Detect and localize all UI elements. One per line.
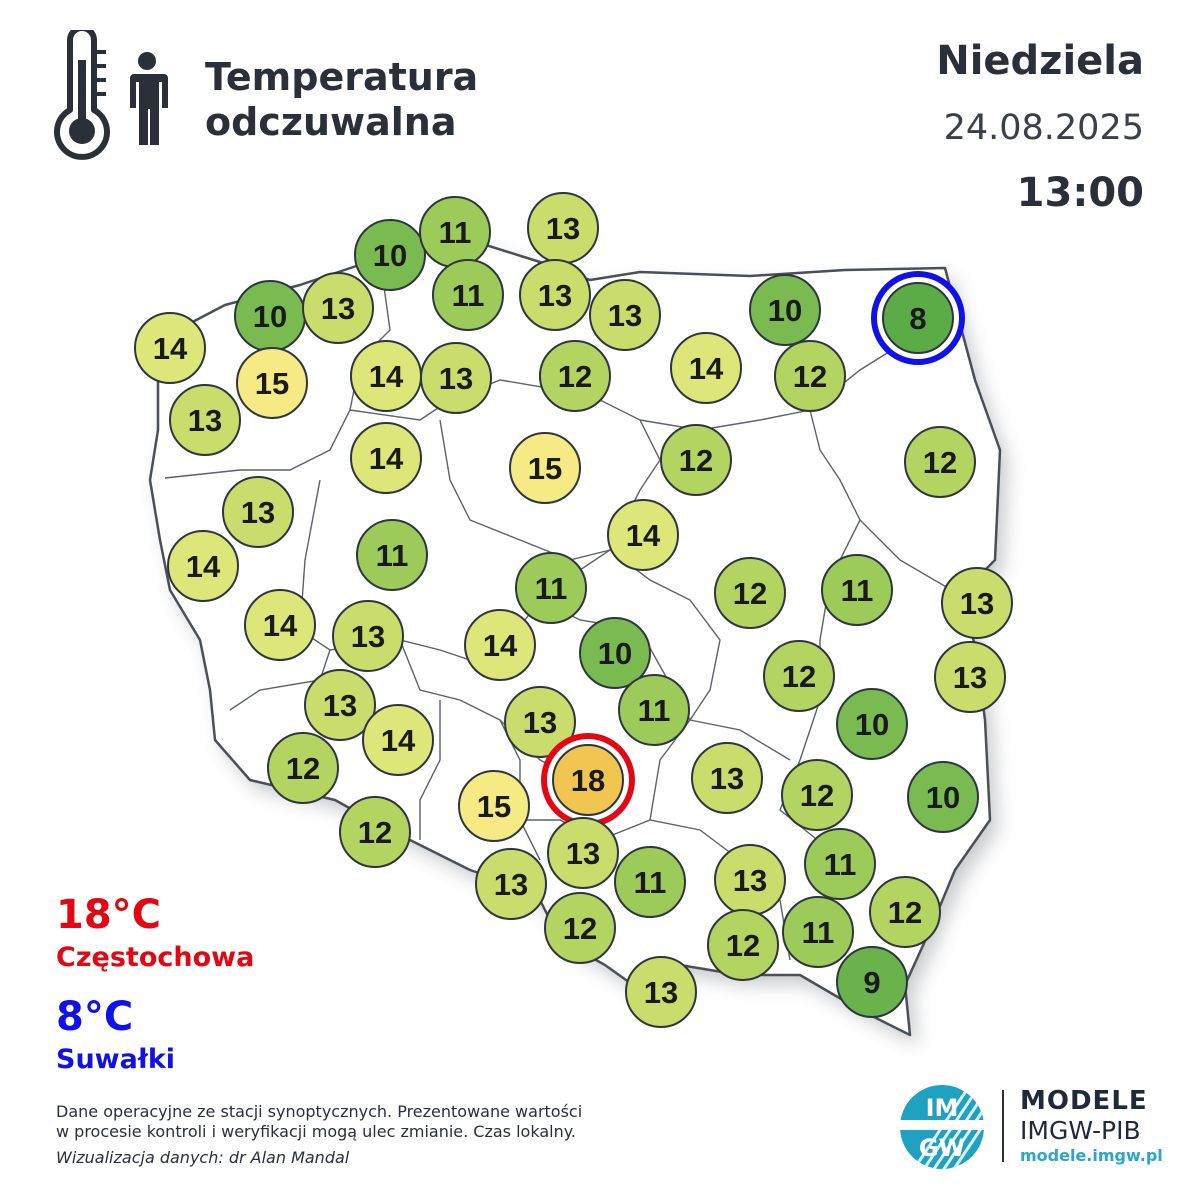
station-marker <box>355 220 425 290</box>
station-value: 10 <box>767 293 803 328</box>
station-value: 12 <box>557 359 593 394</box>
station-marker <box>235 281 305 351</box>
station-value: 10 <box>372 238 408 273</box>
logo-text-top: IM <box>925 1094 959 1122</box>
station-marker <box>510 433 580 503</box>
station-marker <box>942 568 1012 638</box>
brand-modele: MODELE <box>1020 1086 1148 1116</box>
map-title-line2: odczuwalna <box>205 100 457 144</box>
station-marker <box>357 520 427 590</box>
station-value: 12 <box>678 443 714 478</box>
station-value: 13 <box>240 495 276 530</box>
station-marker <box>135 313 205 383</box>
disclaimer-line2: w procesie kontroli i weryfikacji mogą ulec zmianie. Czas lokalny. <box>56 1122 576 1141</box>
station-marker <box>619 675 689 745</box>
time-label: 13:00 <box>1016 170 1144 216</box>
station-marker <box>837 947 907 1017</box>
station-value: 11 <box>801 915 835 950</box>
station-value: 13 <box>537 278 573 313</box>
station-marker <box>548 818 618 888</box>
station-value: 15 <box>254 366 290 401</box>
station-marker <box>544 736 632 824</box>
brand-url[interactable]: modele.imgw.pl <box>1020 1146 1163 1165</box>
station-value: 12 <box>792 359 828 394</box>
station-value: 15 <box>476 789 512 824</box>
station-marker <box>715 845 785 915</box>
station-value: 8 <box>909 301 927 336</box>
station-marker <box>783 897 853 967</box>
station-marker <box>870 877 940 947</box>
station-value: 14 <box>185 549 221 584</box>
station-value: 13 <box>350 619 386 654</box>
station-value: 12 <box>922 445 958 480</box>
station-value: 13 <box>493 867 529 902</box>
station-marker <box>170 385 240 455</box>
station-marker <box>223 477 293 547</box>
station-marker <box>465 610 535 680</box>
station-value: 14 <box>368 359 404 394</box>
station-value: 11 <box>438 215 472 250</box>
station-value: 11 <box>840 573 874 608</box>
station-marker <box>715 558 785 628</box>
station-marker <box>363 705 433 775</box>
station-value: 10 <box>854 707 890 742</box>
station-marker <box>520 260 590 330</box>
min-temperature-station: Suwałki <box>56 1044 176 1075</box>
station-value: 13 <box>187 403 223 438</box>
station-marker <box>805 829 875 899</box>
station-value: 13 <box>522 705 558 740</box>
station-value: 12 <box>781 659 817 694</box>
station-value: 12 <box>799 778 835 813</box>
station-value: 13 <box>438 361 474 396</box>
station-marker <box>782 760 852 830</box>
station-marker <box>433 260 503 330</box>
day-of-week: Niedziela <box>936 38 1144 84</box>
station-value: 10 <box>925 780 961 815</box>
min-temperature-value: 8°C <box>56 994 134 1040</box>
logo-divider <box>1002 1090 1004 1162</box>
station-value: 14 <box>262 608 298 643</box>
station-value: 13 <box>320 291 356 326</box>
station-marker <box>476 849 546 919</box>
station-marker <box>874 274 962 362</box>
station-marker <box>303 273 373 343</box>
station-value: 14 <box>688 351 724 386</box>
logo-text-bottom: GW <box>918 1134 966 1162</box>
station-marker <box>750 275 820 345</box>
station-value: 11 <box>534 571 568 606</box>
station-value: 18 <box>570 763 606 798</box>
station-value: 15 <box>527 451 563 486</box>
station-value: 13 <box>545 211 581 246</box>
station-value: 13 <box>732 863 768 898</box>
station-marker <box>615 847 685 917</box>
station-marker <box>905 427 975 497</box>
max-temperature-station: Częstochowa <box>56 942 255 973</box>
station-value: 9 <box>863 965 881 1000</box>
station-marker <box>671 333 741 403</box>
disclaimer-line1: Dane operacyjne ze stacji synoptycznych. Prezentowane wartości <box>56 1102 583 1121</box>
station-marker <box>608 500 678 570</box>
station-marker <box>935 642 1005 712</box>
station-value: 14 <box>380 723 416 758</box>
station-marker <box>516 553 586 623</box>
station-value: 12 <box>562 911 598 946</box>
station-value: 12 <box>285 751 321 786</box>
station-marker <box>708 910 778 980</box>
station-value: 11 <box>451 278 485 313</box>
station-marker <box>528 193 598 263</box>
station-value: 13 <box>565 836 601 871</box>
station-marker <box>351 423 421 493</box>
station-marker <box>822 555 892 625</box>
station-value: 14 <box>368 441 404 476</box>
station-value: 12 <box>357 815 393 850</box>
station-marker <box>333 601 403 671</box>
station-marker <box>661 425 731 495</box>
station-value: 12 <box>725 928 761 963</box>
visualization-credit: Wizualizacja danych: dr Alan Mandal <box>56 1148 350 1167</box>
station-marker <box>420 197 490 267</box>
station-marker <box>340 797 410 867</box>
station-value: 10 <box>597 636 633 671</box>
station-value: 14 <box>482 628 518 663</box>
station-marker <box>459 771 529 841</box>
station-value: 13 <box>643 975 679 1010</box>
date-label: 24.08.2025 <box>943 108 1144 148</box>
station-value: 13 <box>607 298 643 333</box>
station-value: 11 <box>637 693 671 728</box>
station-marker <box>764 641 834 711</box>
station-value: 11 <box>823 847 857 882</box>
map-title-line1: Temperatura <box>205 55 479 99</box>
station-value: 12 <box>732 576 768 611</box>
station-value: 13 <box>952 660 988 695</box>
station-value: 11 <box>375 538 409 573</box>
station-marker <box>245 590 315 660</box>
station-marker <box>775 341 845 411</box>
station-marker <box>626 957 696 1027</box>
station-value: 14 <box>152 331 188 366</box>
station-value: 10 <box>252 299 288 334</box>
station-marker <box>545 893 615 963</box>
station-value: 13 <box>959 586 995 621</box>
station-value: 13 <box>322 688 358 723</box>
station-marker <box>908 762 978 832</box>
max-temperature-value: 18°C <box>56 892 162 938</box>
station-marker <box>540 341 610 411</box>
station-marker <box>351 341 421 411</box>
station-markers <box>135 193 1012 1027</box>
station-marker <box>692 743 762 813</box>
station-value: 11 <box>633 865 667 900</box>
station-marker <box>168 531 238 601</box>
station-value: 13 <box>709 761 745 796</box>
station-marker <box>237 348 307 418</box>
station-value: 12 <box>887 895 923 930</box>
station-marker <box>421 343 491 413</box>
station-marker <box>837 689 907 759</box>
brand-imgw-pib: IMGW-PIB <box>1020 1116 1141 1145</box>
imgw-logo <box>892 1082 992 1172</box>
station-marker <box>268 733 338 803</box>
station-marker <box>590 280 660 350</box>
station-value: 14 <box>625 518 661 553</box>
